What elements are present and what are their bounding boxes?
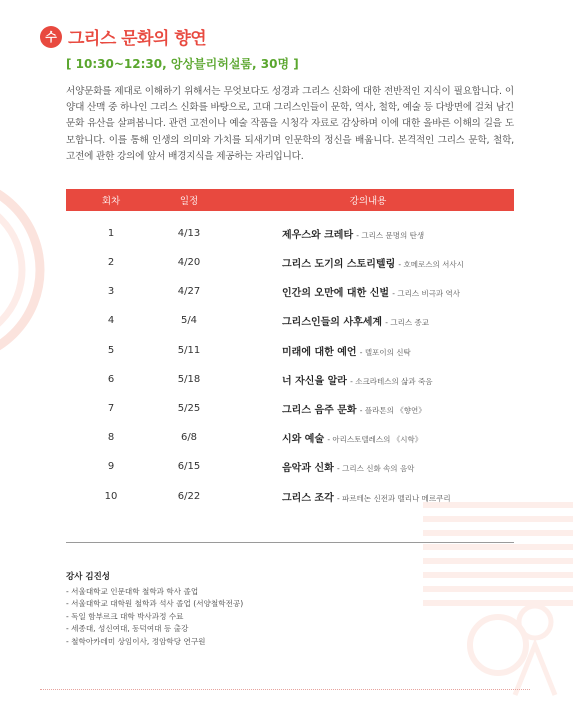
lecture-subtitle: - 그리스 비극과 역사 bbox=[392, 289, 461, 299]
table-header-row bbox=[66, 189, 514, 211]
lecture-title: 음악과 신화 bbox=[282, 463, 334, 475]
header-content: 강의내용 bbox=[222, 189, 514, 211]
lecture-subtitle: - 플라톤의 《향연》 bbox=[359, 406, 426, 416]
day-badge: 수 bbox=[40, 26, 62, 48]
decorative-arc bbox=[0, 130, 50, 410]
session-date: 6/22 bbox=[177, 490, 201, 502]
session-date: 6/15 bbox=[177, 461, 201, 473]
bio-item: - 철학아카데미 상임이사, 정암학당 연구원 bbox=[66, 636, 206, 646]
session-date: 5/4 bbox=[180, 315, 198, 327]
session-content bbox=[222, 248, 514, 277]
session-date: 4/27 bbox=[177, 286, 201, 298]
lecture-subtitle: - 그리스 신화 속의 음악 bbox=[336, 464, 415, 474]
table-row bbox=[66, 423, 514, 452]
session-number: 10 bbox=[104, 490, 118, 502]
schedule-info bbox=[66, 55, 299, 72]
table-row bbox=[66, 452, 514, 481]
lecture-subtitle: - 파르테논 신전과 멜리나 메르쿠리 bbox=[336, 493, 451, 503]
session-content bbox=[222, 423, 514, 452]
lecture-title: 그리스 조각 bbox=[282, 492, 334, 504]
table-row bbox=[66, 365, 514, 394]
lecture-subtitle: - 호메로스의 서사시 bbox=[398, 260, 464, 270]
lecture-title: 그리스인들의 사후세계 bbox=[282, 317, 383, 329]
footer-dotted-line bbox=[40, 689, 530, 690]
session-content bbox=[222, 211, 514, 248]
table-row bbox=[66, 211, 514, 248]
lecture-subtitle: - 그리스 종교 bbox=[385, 318, 429, 328]
divider bbox=[66, 542, 514, 543]
session-number: 6 bbox=[107, 373, 115, 385]
table-row bbox=[66, 482, 514, 511]
session-date: 5/18 bbox=[177, 373, 201, 385]
bio-item: - 독일 함부르크 대학 박사과정 수료 bbox=[66, 611, 184, 621]
session-content bbox=[222, 365, 514, 394]
session-number: 3 bbox=[107, 286, 115, 298]
session-number: 5 bbox=[107, 344, 115, 356]
bio-item: - 서울대학교 인문대학 철학과 학사 졸업 bbox=[66, 587, 199, 596]
lecture-subtitle: - 그리스 문명의 탄생 bbox=[356, 231, 425, 240]
session-content bbox=[222, 394, 514, 423]
session-content bbox=[222, 482, 514, 511]
course-description: 서양문화를 제대로 이해하기 위해서는 무엇보다도 성경과 그리스 신화에 대한 전반적인 지식이 필요합니다. 이 양대 산맥 중 하나인 그리스 신화를 바탕으로, 고대 그리스인들이 문학, 역사, 철학, 예술 등 다방면에 걸쳐 남긴 문화 유산을 살펴봅니다. 관련 고전이나 예술 작품을 시청각 자료로 감상하며 이에 대한 올바른 이해의 길을 도모합니다. 이를 통해 인생의 의미와 가치를 되새기며 인문학의 정신을 배웁니다. 본격적인 그리스 문학, 철학, 고전에 관한 강의에 앞서 배경지식을 제공하는 자리입니다. bbox=[66, 86, 514, 162]
lecture-title: 그리스 음주 문화 bbox=[282, 405, 357, 417]
table-row bbox=[66, 394, 514, 423]
table-row bbox=[66, 306, 514, 335]
session-date: 5/25 bbox=[177, 403, 201, 415]
session-date: 4/20 bbox=[177, 257, 201, 269]
session-content bbox=[222, 452, 514, 481]
open-bracket: [ bbox=[66, 57, 72, 71]
session-content bbox=[222, 336, 514, 365]
instructor-bio-list bbox=[66, 586, 243, 648]
bio-item: - 세종대, 성신여대, 동덕여대 등 출강 bbox=[66, 624, 189, 634]
lecture-table bbox=[66, 189, 514, 511]
page-title: 그리스 문화의 향연 bbox=[68, 29, 207, 49]
lecture-title: 그리스 도기의 스토리텔링 bbox=[282, 259, 396, 271]
lecture-subtitle: - 아리스토텔레스의 《시학》 bbox=[327, 435, 423, 445]
session-number: 7 bbox=[107, 403, 115, 415]
bio-item: - 서울대학교 대학원 철학과 석사 졸업 (서양철학전공) bbox=[66, 599, 244, 609]
lecture-title: 시와 예술 bbox=[282, 434, 325, 446]
schedule-text: 10:30~12:30, 앙상블리허설룸, 30명 bbox=[75, 57, 290, 71]
lecture-title: 너 자신을 알라 bbox=[282, 375, 347, 387]
session-number: 1 bbox=[107, 228, 115, 239]
instructor-section bbox=[66, 570, 243, 648]
session-date: 5/11 bbox=[177, 344, 201, 356]
session-date: 6/8 bbox=[180, 432, 198, 444]
table-row bbox=[66, 336, 514, 365]
session-number: 4 bbox=[107, 315, 115, 327]
lecture-title: 제우스와 크레타 bbox=[282, 230, 354, 241]
close-bracket: ] bbox=[293, 57, 299, 71]
session-content bbox=[222, 306, 514, 335]
session-content bbox=[222, 277, 514, 306]
session-number: 2 bbox=[107, 257, 115, 269]
lecture-subtitle: - 소크라테스의 삶과 죽음 bbox=[350, 376, 433, 386]
lecture-title: 미래에 대한 예언 bbox=[282, 346, 357, 358]
instructor-name: 강사 김진성 bbox=[66, 572, 111, 582]
session-date: 4/13 bbox=[177, 228, 201, 239]
session-number: 8 bbox=[107, 432, 115, 444]
header-session: 회차 bbox=[66, 189, 156, 211]
header-date: 일정 bbox=[156, 189, 222, 211]
table-row bbox=[66, 248, 514, 277]
decorative-letters bbox=[505, 600, 565, 700]
table-row bbox=[66, 277, 514, 306]
lecture-title: 인간의 오만에 대한 신벌 bbox=[282, 288, 390, 300]
section-header bbox=[40, 24, 206, 49]
lecture-subtitle: - 델포이의 신탁 bbox=[359, 347, 411, 357]
session-number: 9 bbox=[107, 461, 115, 473]
